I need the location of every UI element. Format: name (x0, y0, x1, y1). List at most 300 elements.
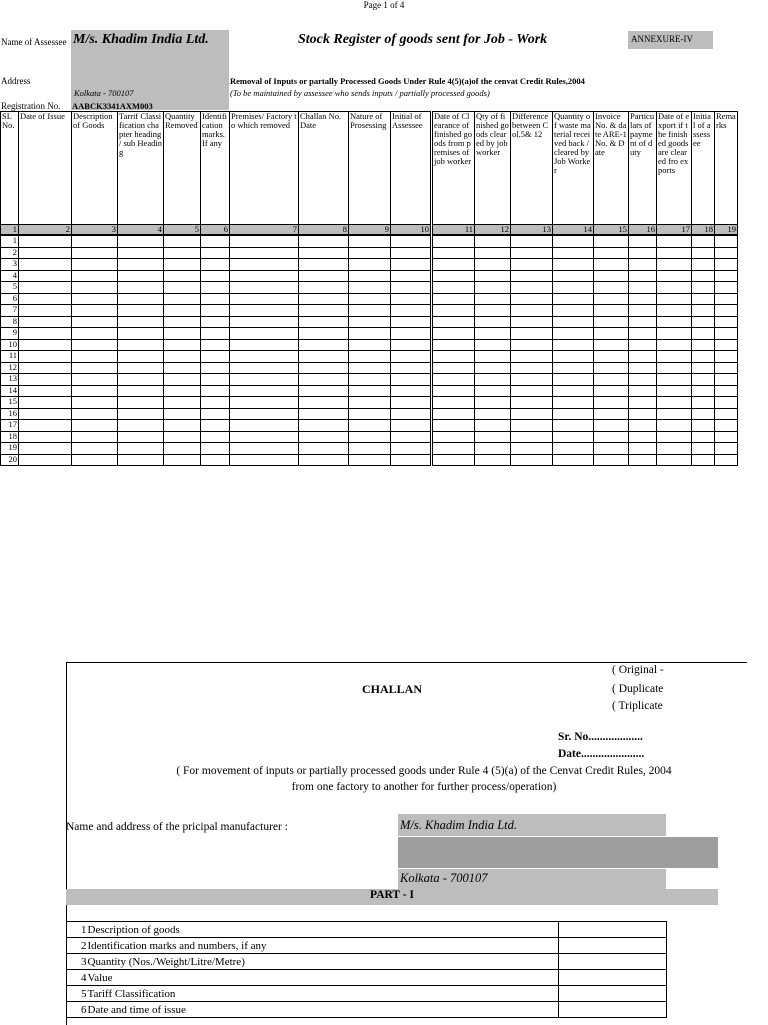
register-cell (72, 362, 118, 374)
register-cell (715, 247, 738, 259)
register-cell (657, 293, 692, 305)
register-cell (629, 293, 657, 305)
register-cell (72, 454, 118, 466)
register-cell (230, 397, 299, 409)
register-cell (692, 247, 715, 259)
register-cell (19, 351, 72, 363)
register-title: Stock Register of goods sent for Job - Work (298, 32, 548, 47)
register-cell (391, 235, 432, 247)
register-cell (432, 305, 475, 317)
register-cell (391, 362, 432, 374)
register-cell (475, 270, 511, 282)
register-col-number: 2 (19, 225, 72, 236)
register-cell (715, 351, 738, 363)
register-cell (72, 259, 118, 271)
register-col-number: 13 (511, 225, 553, 236)
register-col-number: 17 (657, 225, 692, 236)
register-cell (553, 305, 594, 317)
address-label: Address (1, 76, 31, 86)
register-cell (715, 339, 738, 351)
register-cell (349, 305, 391, 317)
list-item (67, 986, 667, 1002)
row-serial: 15 (1, 397, 19, 409)
register-cell (72, 282, 118, 294)
copy-triplicate: ( Triplicate (612, 700, 663, 712)
register-cell (349, 293, 391, 305)
register-cell (349, 339, 391, 351)
register-cell (118, 420, 164, 432)
register-cell (19, 374, 72, 386)
rule-line: Removal of Inputs or partally Processed Goods Under Rule 4(5)(a)of the cenvat Credit Rules,2004 (230, 76, 585, 86)
register-cell (230, 247, 299, 259)
register-cell (715, 270, 738, 282)
register-cell (349, 385, 391, 397)
register-cell (629, 431, 657, 443)
register-cell (511, 259, 553, 271)
register-cell (118, 362, 164, 374)
row-serial: 3 (1, 259, 19, 271)
register-col-header: Difference between Col.5& 12 (511, 112, 553, 225)
register-cell (511, 374, 553, 386)
register-cell (164, 385, 201, 397)
register-cell (692, 316, 715, 328)
register-cell (72, 397, 118, 409)
table-row (1, 328, 738, 340)
register-cell (692, 408, 715, 420)
register-col-number: 11 (432, 225, 475, 236)
register-cell (475, 282, 511, 294)
register-cell (629, 420, 657, 432)
list-item (67, 954, 667, 970)
register-cell (432, 443, 475, 455)
register-cell (391, 431, 432, 443)
register-cell (657, 454, 692, 466)
register-cell (72, 443, 118, 455)
register-cell (692, 282, 715, 294)
register-cell (511, 328, 553, 340)
register-cell (692, 431, 715, 443)
register-cell (201, 282, 230, 294)
item-description: Value (87, 970, 559, 986)
register-cell (391, 443, 432, 455)
challan-purpose-line1: ( For movement of inputs or partially processed goods under Rule 4 (5)(a) of the Cenvat Credit Rules, 2004 (176, 765, 672, 777)
registration-label: Registration No. (1, 101, 61, 111)
register-cell (164, 282, 201, 294)
register-cell (299, 339, 349, 351)
register-cell (432, 385, 475, 397)
register-cell (201, 362, 230, 374)
register-column-number-row (1, 225, 738, 236)
register-cell (594, 316, 629, 328)
item-number: 1 (67, 922, 87, 938)
table-row (1, 305, 738, 317)
register-cell (629, 282, 657, 294)
register-cell (349, 235, 391, 247)
company-name: M/s. Khadim India Ltd. (73, 32, 209, 47)
register-col-header: Date of Issue (19, 112, 72, 225)
register-cell (594, 270, 629, 282)
item-value-cell[interactable] (559, 922, 667, 938)
register-cell (657, 259, 692, 271)
register-cell (164, 454, 201, 466)
register-cell (118, 270, 164, 282)
item-value-cell[interactable] (559, 970, 667, 986)
register-cell (230, 385, 299, 397)
register-cell (594, 282, 629, 294)
stock-register-table (0, 111, 738, 466)
table-row (1, 431, 738, 443)
annexure-badge: ANNEXURE-IV (628, 31, 713, 49)
register-cell (118, 305, 164, 317)
register-cell (72, 431, 118, 443)
register-cell (72, 235, 118, 247)
register-cell (201, 351, 230, 363)
register-cell (692, 374, 715, 386)
register-cell (72, 339, 118, 351)
register-cell (19, 282, 72, 294)
table-row (1, 247, 738, 259)
register-cell (553, 293, 594, 305)
register-cell (349, 247, 391, 259)
register-cell (164, 270, 201, 282)
register-cell (692, 362, 715, 374)
register-cell (72, 328, 118, 340)
row-serial: 20 (1, 454, 19, 466)
register-cell (164, 408, 201, 420)
register-cell (164, 339, 201, 351)
register-col-number: 3 (72, 225, 118, 236)
register-cell (299, 454, 349, 466)
registration-number: AABCK3341AXM003 (72, 101, 153, 111)
register-cell (715, 282, 738, 294)
register-cell (511, 293, 553, 305)
register-cell (629, 385, 657, 397)
register-cell (299, 385, 349, 397)
register-cell (594, 397, 629, 409)
register-cell (164, 259, 201, 271)
register-cell (553, 235, 594, 247)
register-col-header: Initial of assessee (692, 112, 715, 225)
register-cell (692, 443, 715, 455)
register-cell (692, 305, 715, 317)
row-serial: 2 (1, 247, 19, 259)
register-cell (118, 259, 164, 271)
register-cell (201, 443, 230, 455)
register-cell (72, 374, 118, 386)
register-col-header: Initial of Assessee (391, 112, 432, 225)
register-cell (511, 420, 553, 432)
register-cell (553, 397, 594, 409)
item-description: Quantity (Nos./Weight/Litre/Metre) (87, 954, 559, 970)
register-cell (594, 420, 629, 432)
register-col-header: Premises/ Factory to which removed (230, 112, 299, 225)
register-cell (391, 385, 432, 397)
register-cell (19, 362, 72, 374)
register-cell (594, 328, 629, 340)
register-cell (164, 247, 201, 259)
register-cell (553, 351, 594, 363)
register-cell (118, 374, 164, 386)
register-cell (391, 351, 432, 363)
register-cell (118, 339, 164, 351)
row-serial: 19 (1, 443, 19, 455)
item-number: 2 (67, 938, 87, 954)
register-cell (349, 374, 391, 386)
register-cell (594, 454, 629, 466)
register-cell (692, 385, 715, 397)
register-cell (657, 247, 692, 259)
register-cell (657, 431, 692, 443)
register-cell (629, 305, 657, 317)
register-cell (475, 397, 511, 409)
copy-original: ( Original - (612, 664, 664, 676)
register-cell (349, 454, 391, 466)
register-cell (201, 408, 230, 420)
register-cell (19, 293, 72, 305)
register-cell (475, 454, 511, 466)
register-cell (299, 270, 349, 282)
register-cell (553, 374, 594, 386)
register-cell (230, 339, 299, 351)
register-cell (19, 328, 72, 340)
register-cell (118, 351, 164, 363)
register-cell (164, 431, 201, 443)
register-cell (201, 420, 230, 432)
row-serial: 10 (1, 339, 19, 351)
register-cell (299, 374, 349, 386)
register-cell (692, 259, 715, 271)
register-cell (657, 316, 692, 328)
row-serial: 14 (1, 385, 19, 397)
register-cell (164, 328, 201, 340)
register-cell (475, 339, 511, 351)
register-cell (511, 339, 553, 351)
register-col-number: 10 (391, 225, 432, 236)
register-cell (230, 293, 299, 305)
register-cell (299, 259, 349, 271)
register-cell (299, 351, 349, 363)
register-cell (118, 385, 164, 397)
register-cell (230, 316, 299, 328)
register-cell (118, 328, 164, 340)
register-cell (299, 443, 349, 455)
register-cell (72, 247, 118, 259)
register-cell (391, 270, 432, 282)
register-cell (692, 420, 715, 432)
register-cell (19, 316, 72, 328)
item-value-cell[interactable] (559, 1002, 667, 1018)
table-row (1, 397, 738, 409)
register-cell (553, 270, 594, 282)
register-cell (299, 328, 349, 340)
register-cell (349, 282, 391, 294)
register-cell (164, 362, 201, 374)
register-cell (715, 454, 738, 466)
register-cell (118, 247, 164, 259)
register-cell (19, 259, 72, 271)
register-col-number: 8 (299, 225, 349, 236)
list-item (67, 1002, 667, 1018)
register-col-header: Identification marks. If any (201, 112, 230, 225)
register-cell (230, 443, 299, 455)
table-row (1, 385, 738, 397)
register-cell (629, 270, 657, 282)
register-cell (201, 431, 230, 443)
item-description: Date and time of issue (87, 1002, 559, 1018)
item-value-cell[interactable] (559, 938, 667, 954)
register-cell (432, 362, 475, 374)
register-cell (715, 235, 738, 247)
register-col-header: Particulars of payment of duty (629, 112, 657, 225)
register-cell (594, 374, 629, 386)
item-value-cell[interactable] (559, 986, 667, 1002)
register-cell (657, 385, 692, 397)
register-cell (230, 328, 299, 340)
register-cell (629, 259, 657, 271)
register-cell (230, 420, 299, 432)
register-cell (475, 316, 511, 328)
register-cell (201, 339, 230, 351)
item-number: 3 (67, 954, 87, 970)
register-cell (391, 293, 432, 305)
register-cell (511, 385, 553, 397)
register-cell (657, 339, 692, 351)
register-cell (118, 316, 164, 328)
register-cell (511, 282, 553, 294)
register-cell (629, 351, 657, 363)
register-cell (553, 420, 594, 432)
register-cell (299, 247, 349, 259)
copy-duplicate: ( Duplicate (612, 683, 664, 695)
register-cell (475, 293, 511, 305)
register-cell (692, 293, 715, 305)
register-cell (594, 431, 629, 443)
register-cell (432, 374, 475, 386)
name-of-assessee-label: Name of Assessee (1, 37, 67, 47)
register-col-number: 12 (475, 225, 511, 236)
register-col-header: Qty of finished goods cleared by job worker (475, 112, 511, 225)
register-cell (201, 247, 230, 259)
register-cell (594, 351, 629, 363)
register-cell (391, 339, 432, 351)
register-cell (349, 259, 391, 271)
register-cell (692, 328, 715, 340)
register-cell (164, 443, 201, 455)
manufacturer-label: Name and address of the pricipal manufacturer : (66, 821, 288, 833)
table-row (1, 282, 738, 294)
register-cell (72, 316, 118, 328)
register-col-number: 16 (629, 225, 657, 236)
table-row (1, 420, 738, 432)
register-cell (230, 259, 299, 271)
register-cell (594, 293, 629, 305)
register-col-number: 14 (553, 225, 594, 236)
register-cell (72, 385, 118, 397)
register-cell (432, 328, 475, 340)
row-serial: 17 (1, 420, 19, 432)
register-cell (118, 431, 164, 443)
register-cell (553, 247, 594, 259)
register-cell (475, 235, 511, 247)
register-cell (657, 305, 692, 317)
register-cell (201, 270, 230, 282)
register-cell (475, 443, 511, 455)
register-cell (629, 316, 657, 328)
register-cell (72, 270, 118, 282)
register-cell (629, 339, 657, 351)
table-row (1, 339, 738, 351)
register-cell (230, 374, 299, 386)
register-cell (657, 270, 692, 282)
register-col-header: Invoice No. & date ARE-1 No. & Date (594, 112, 629, 225)
register-cell (230, 454, 299, 466)
register-cell (349, 362, 391, 374)
register-cell (553, 362, 594, 374)
register-cell (715, 328, 738, 340)
register-cell (230, 270, 299, 282)
register-cell (511, 454, 553, 466)
register-cell (391, 247, 432, 259)
register-col-number: 6 (201, 225, 230, 236)
register-cell (553, 259, 594, 271)
register-cell (553, 282, 594, 294)
register-cell (553, 328, 594, 340)
register-cell (72, 293, 118, 305)
register-cell (594, 385, 629, 397)
register-cell (349, 420, 391, 432)
register-cell (553, 454, 594, 466)
register-col-header: Remarks (715, 112, 738, 225)
register-cell (715, 397, 738, 409)
row-serial: 18 (1, 431, 19, 443)
register-cell (299, 316, 349, 328)
table-row (1, 362, 738, 374)
register-cell (475, 305, 511, 317)
company-city: Kolkata - 700107 (74, 88, 134, 98)
register-cell (715, 443, 738, 455)
manufacturer-name: M/s. Khadim India Ltd. (400, 818, 518, 832)
item-value-cell[interactable] (559, 954, 667, 970)
register-cell (432, 316, 475, 328)
item-description: Tariff Classification (87, 986, 559, 1002)
register-cell (629, 443, 657, 455)
register-cell (594, 408, 629, 420)
register-col-header: Date of export if the finished goods are cleared fro exports (657, 112, 692, 225)
register-cell (692, 339, 715, 351)
table-row (1, 408, 738, 420)
register-cell (553, 385, 594, 397)
register-cell (594, 305, 629, 317)
register-cell (553, 408, 594, 420)
register-cell (432, 431, 475, 443)
register-cell (432, 247, 475, 259)
register-cell (19, 443, 72, 455)
register-cell (164, 420, 201, 432)
register-cell (230, 305, 299, 317)
register-col-number: 15 (594, 225, 629, 236)
register-cell (230, 282, 299, 294)
register-cell (349, 408, 391, 420)
register-cell (657, 397, 692, 409)
register-cell (391, 420, 432, 432)
list-item (67, 938, 667, 954)
register-cell (511, 247, 553, 259)
row-serial: 12 (1, 362, 19, 374)
register-cell (391, 316, 432, 328)
register-cell (391, 328, 432, 340)
register-cell (553, 431, 594, 443)
item-number: 5 (67, 986, 87, 1002)
